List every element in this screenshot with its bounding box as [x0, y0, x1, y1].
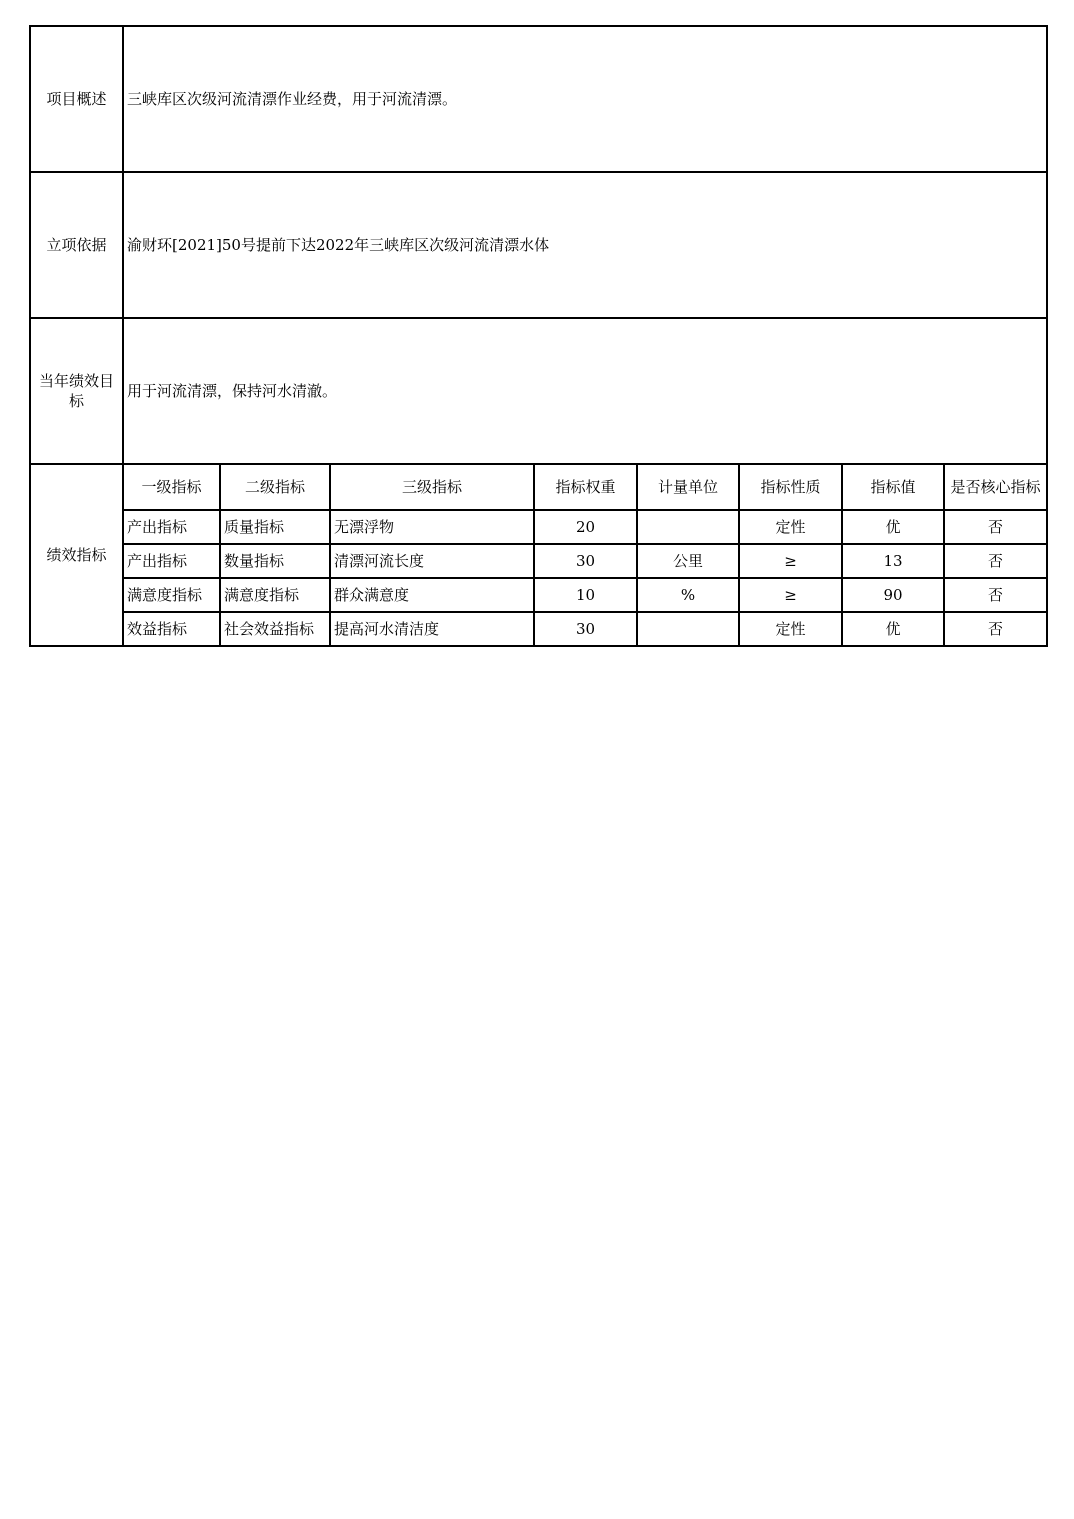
basis-label: 立项依据	[30, 172, 123, 318]
cell-core: 否	[944, 510, 1047, 544]
cell-value: 90	[842, 578, 944, 612]
header-unit: 计量单位	[637, 464, 739, 510]
cell-level3: 提高河水清洁度	[330, 612, 534, 646]
overview-row	[30, 26, 1047, 172]
cell-unit	[637, 510, 739, 544]
cell-nature: ≥	[739, 544, 842, 578]
cell-weight: 10	[534, 578, 637, 612]
cell-level1: 产出指标	[123, 510, 220, 544]
cell-core: 否	[944, 544, 1047, 578]
cell-level3: 群众满意度	[330, 578, 534, 612]
cell-core: 否	[944, 578, 1047, 612]
cell-level3: 无漂浮物	[330, 510, 534, 544]
header-level1: 一级指标	[123, 464, 220, 510]
cell-level2: 数量指标	[220, 544, 330, 578]
basis-row	[30, 172, 1047, 318]
cell-nature: ≥	[739, 578, 842, 612]
cell-level3: 清漂河流长度	[330, 544, 534, 578]
header-nature: 指标性质	[739, 464, 842, 510]
table-row	[30, 544, 1047, 578]
header-core: 是否核心指标	[944, 464, 1047, 510]
goal-value: 用于河流清漂，保持河水清澈。	[123, 318, 1047, 464]
goal-label: 当年绩效目标	[30, 318, 123, 464]
indicators-label: 绩效指标	[30, 464, 123, 646]
header-level2: 二级指标	[220, 464, 330, 510]
cell-value: 优	[842, 510, 944, 544]
goal-row	[30, 318, 1047, 464]
cell-value: 13	[842, 544, 944, 578]
cell-core: 否	[944, 612, 1047, 646]
table-row	[30, 612, 1047, 646]
cell-level1: 产出指标	[123, 544, 220, 578]
cell-unit: %	[637, 578, 739, 612]
table-row	[30, 510, 1047, 544]
cell-level1: 满意度指标	[123, 578, 220, 612]
cell-value: 优	[842, 612, 944, 646]
cell-unit	[637, 612, 739, 646]
basis-value: 渝财环[2021]50号提前下达2022年三峡库区次级河流清漂水体	[123, 172, 1047, 318]
cell-level1: 效益指标	[123, 612, 220, 646]
header-weight: 指标权重	[534, 464, 637, 510]
table-row	[30, 578, 1047, 612]
cell-weight: 20	[534, 510, 637, 544]
cell-level2: 社会效益指标	[220, 612, 330, 646]
cell-nature: 定性	[739, 510, 842, 544]
cell-weight: 30	[534, 544, 637, 578]
cell-weight: 30	[534, 612, 637, 646]
cell-unit: 公里	[637, 544, 739, 578]
performance-table	[29, 25, 1048, 647]
header-value: 指标值	[842, 464, 944, 510]
indicator-header-row	[30, 464, 1047, 510]
header-level3: 三级指标	[330, 464, 534, 510]
overview-value: 三峡库区次级河流清漂作业经费，用于河流清漂。	[123, 26, 1047, 172]
cell-nature: 定性	[739, 612, 842, 646]
cell-level2: 满意度指标	[220, 578, 330, 612]
overview-label: 项目概述	[30, 26, 123, 172]
cell-level2: 质量指标	[220, 510, 330, 544]
